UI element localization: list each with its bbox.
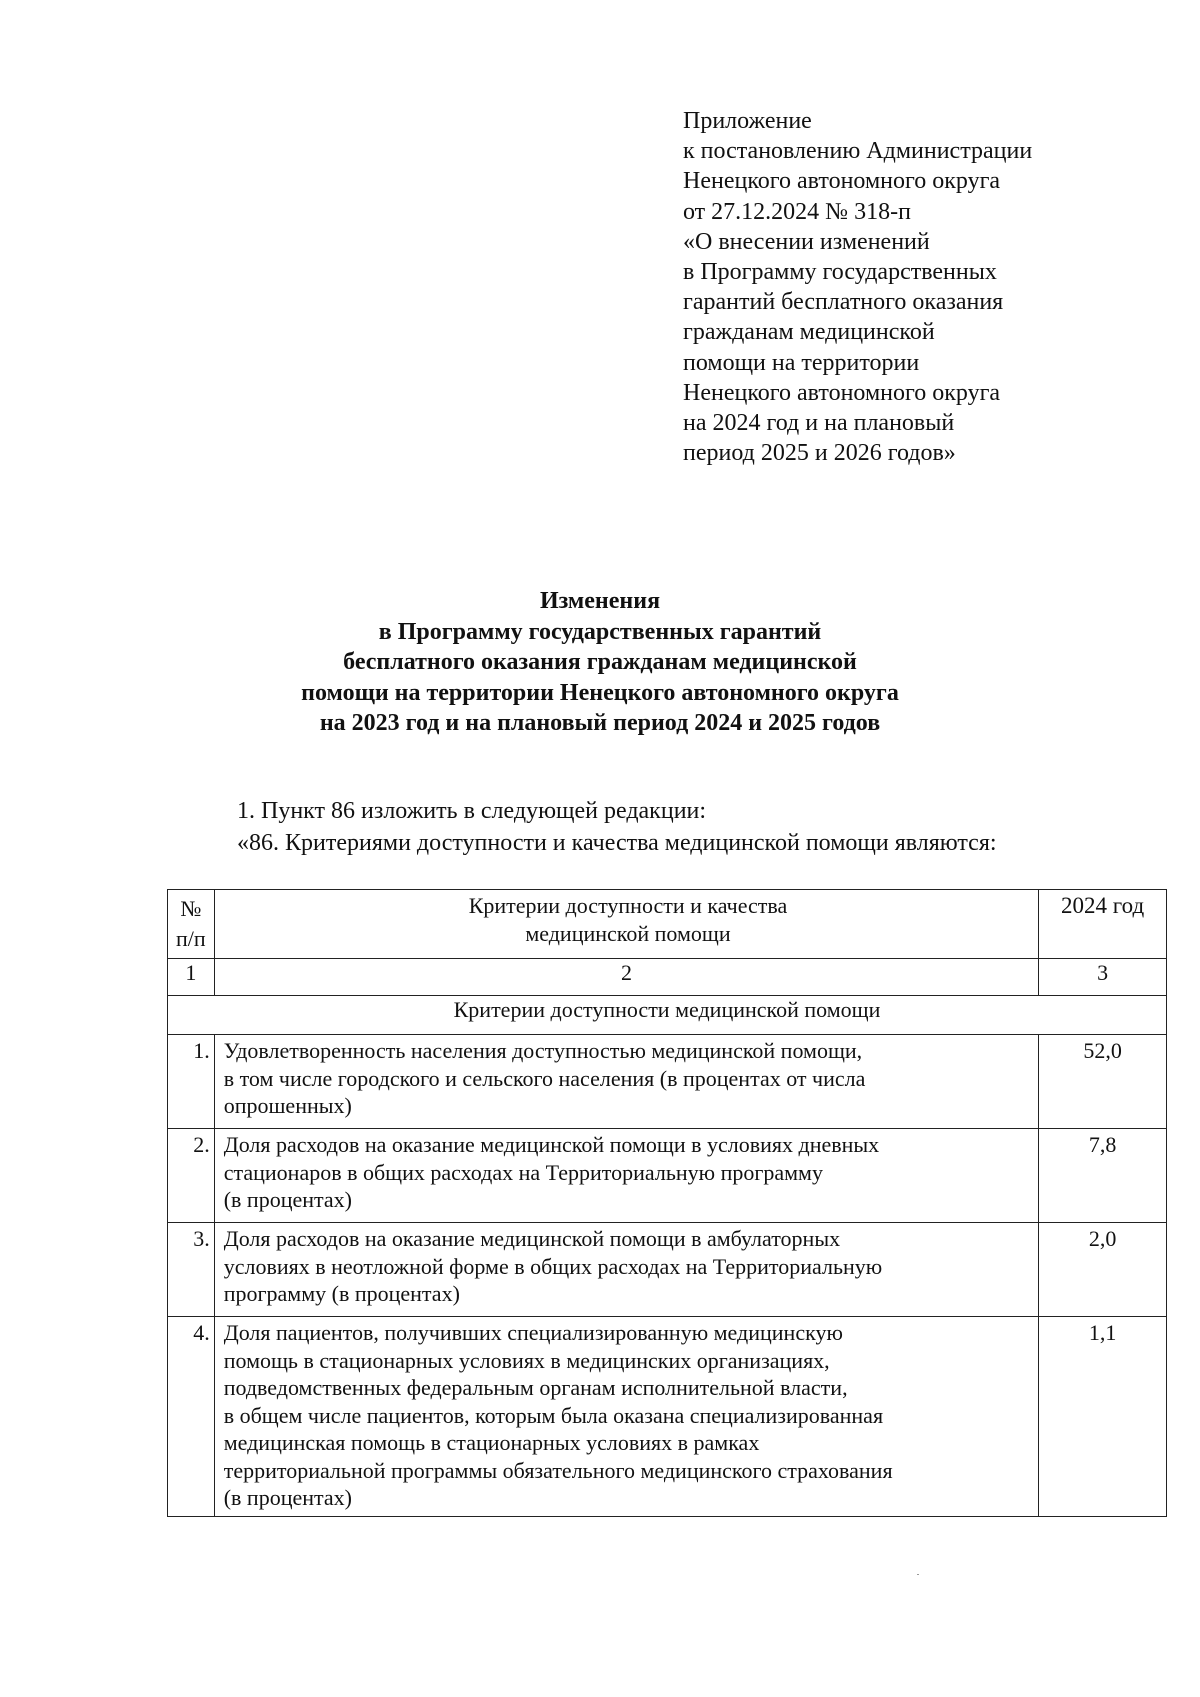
table-row (168, 1317, 1167, 1517)
header-num-label: п/п (176, 926, 206, 951)
table-row (168, 1035, 1167, 1129)
criterion-line: Доля расходов на оказание медицинской помощи в амбулаторных (223, 1226, 841, 1251)
scan-speck (917, 1574, 919, 1575)
appendix-line: Ненецкого автономного округа (683, 168, 1001, 195)
criterion-line: (в процентах) (223, 1187, 352, 1212)
row-criterion (214, 1223, 1039, 1317)
header-criteria-line: медицинской помощи (525, 920, 731, 946)
header-num-cell (168, 890, 215, 959)
row-number: 4. (168, 1317, 215, 1517)
title-line: в Программу государственных гарантий (378, 618, 822, 645)
section-title: Критерии доступности медицинской помощи (168, 996, 1167, 1035)
appendix-block (683, 106, 1032, 468)
appendix-line: гражданам медицинской (683, 319, 935, 346)
section-row (168, 996, 1167, 1035)
criterion-line: Доля пациентов, получивших специализированную медицинскую (223, 1320, 843, 1345)
appendix-line: от 27.12.2024 № 318-п (683, 198, 911, 225)
appendix-line: «О внесении изменений (683, 228, 930, 255)
column-number: 2 (214, 959, 1039, 996)
criterion-line: подведомственных федеральным органам исполнительной власти, (223, 1375, 848, 1400)
title-line: помощи на территории Ненецкого автономного округа (301, 679, 899, 706)
row-value: 1,1 (1039, 1317, 1167, 1517)
title-line: на 2023 год и на плановый период 2024 и 2025 годов (319, 710, 881, 736)
table-row (168, 1223, 1167, 1317)
appendix-line: гарантий бесплатного оказания (683, 289, 1004, 316)
appendix-line: Приложение (683, 108, 812, 134)
appendix-line: к постановлению Администрации (683, 138, 1033, 165)
column-number: 1 (168, 959, 215, 996)
criterion-line: программу (в процентах) (223, 1281, 460, 1306)
title-line: бесплатного оказания гражданам медицинской (343, 649, 857, 675)
header-num-symbol: № (180, 896, 202, 921)
document-title (0, 586, 1200, 739)
criterion-line: Доля расходов на оказание медицинской помощи в условиях дневных (223, 1132, 880, 1157)
criterion-line: Удовлетворенность населения доступностью медицинской помощи, (223, 1038, 863, 1063)
appendix-line: на 2024 год и на плановый (683, 410, 955, 437)
title-line: Изменения (539, 588, 661, 614)
row-number: 2. (168, 1129, 215, 1223)
criterion-line: территориальной программы обязательного медицинского страхования (223, 1457, 893, 1483)
header-year-cell: 2024 год (1039, 890, 1167, 959)
criterion-line: условиях в неотложной форме в общих расходах на Территориальную (223, 1253, 883, 1279)
appendix-line: период 2025 и 2026 годов» (683, 440, 956, 467)
row-value: 7,8 (1039, 1129, 1167, 1223)
appendix-line: помощи на территории (683, 349, 920, 376)
criterion-line: (в процентах) (223, 1485, 352, 1510)
row-criterion (214, 1129, 1039, 1223)
row-number: 1. (168, 1035, 215, 1129)
appendix-line: в Программу государственных (683, 259, 997, 286)
criterion-line: помощь в стационарных условиях в медицинских организациях, (223, 1347, 830, 1373)
table-header-row (168, 890, 1167, 959)
row-value: 52,0 (1039, 1035, 1167, 1129)
criterion-line: в том числе городского и сельского населения (в процентах от числа (223, 1065, 866, 1091)
criteria-table (167, 889, 1167, 1517)
row-value: 2,0 (1039, 1223, 1167, 1317)
criterion-line: стационаров в общих расходах на Территориальную программу (223, 1159, 823, 1185)
appendix-line: Ненецкого автономного округа (683, 379, 1001, 406)
criterion-line: опрошенных) (223, 1093, 352, 1118)
column-number: 3 (1039, 959, 1167, 996)
header-criteria-line: Критерии доступности и качества (468, 893, 788, 918)
row-number: 3. (168, 1223, 215, 1317)
criterion-line: медицинская помощь в стационарных условиях в рамках (223, 1430, 760, 1455)
paragraph-item-86: «86. Критериями доступности и качества медицинской помощи являются: (237, 830, 997, 856)
criterion-line: в общем числе пациентов, которым была оказана специализированная (223, 1402, 884, 1428)
header-criteria-cell (214, 890, 1039, 959)
table-row (168, 1129, 1167, 1223)
row-criterion (214, 1317, 1039, 1517)
row-criterion (214, 1035, 1039, 1129)
column-number-row (168, 959, 1167, 996)
paragraph-item-1: 1. Пункт 86 изложить в следующей редакции: (237, 798, 707, 824)
